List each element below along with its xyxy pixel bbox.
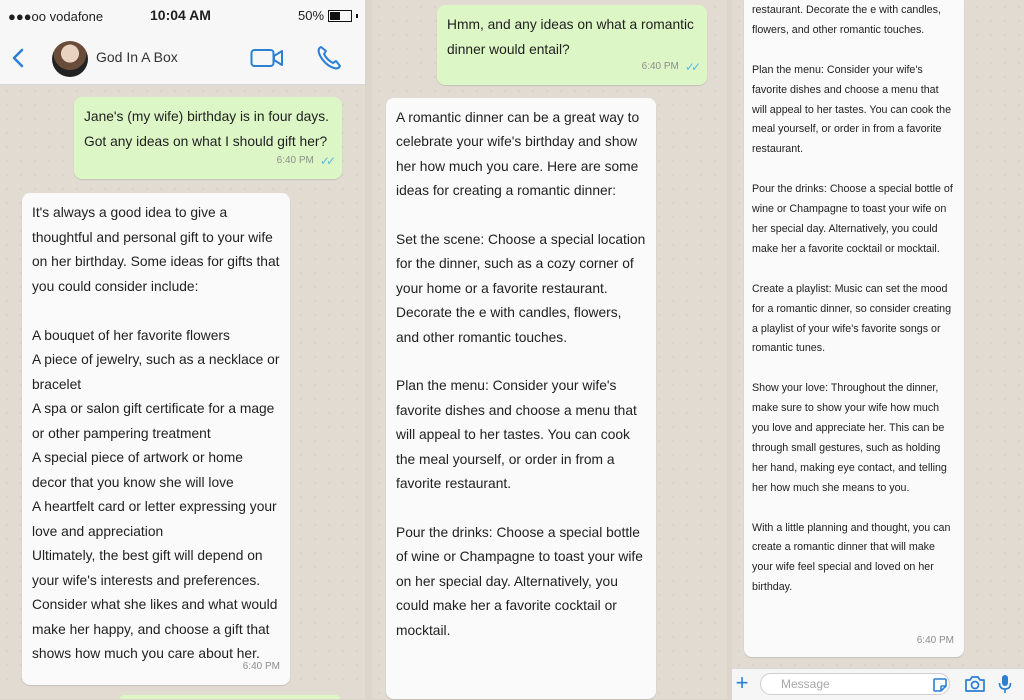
message-text: It's always a good idea to give a thoughtful and personal gift to your wife on her birthday. Some ideas for gifts that you could consider include: A bouquet of her favorite flowers A piece of jewelry, such as a necklace or bracelet A spa or salon gift certificate for a mage or other pampering treatment A special piece of artwork or home decor that you know she will love A heartfelt card or letter expressing your love and appreciation Ultimately, the best gift will depend on your wife's interests and preferences. Consider what she likes and what would make her happy, and choose a gift that shows how much you care about her. bbox=[32, 205, 280, 661]
message-text: Jane's (my wife) birthday is in four days. Got any ideas on what I should gift her? bbox=[84, 109, 329, 149]
battery-icon bbox=[328, 10, 352, 22]
message-time: 6:40 PM bbox=[242, 660, 280, 672]
contact-name[interactable]: God In A Box bbox=[96, 49, 178, 65]
message-meta bbox=[642, 55, 697, 80]
outgoing-message-2 bbox=[437, 5, 707, 85]
video-call-icon[interactable] bbox=[250, 47, 284, 69]
contact-avatar[interactable] bbox=[52, 41, 88, 77]
outgoing-message-1 bbox=[74, 97, 342, 179]
outgoing-message-peek bbox=[120, 695, 340, 699]
message-text: Hmm, and any ideas on what a romantic dinner would entail? bbox=[447, 17, 694, 57]
sticker-icon[interactable] bbox=[932, 677, 948, 693]
incoming-message-1 bbox=[22, 193, 290, 685]
battery-indicator bbox=[298, 8, 358, 23]
composer-bar bbox=[732, 668, 1024, 700]
message-time: 6:40 PM bbox=[641, 60, 679, 72]
message-meta bbox=[917, 631, 954, 651]
add-attachment-icon[interactable]: + bbox=[735, 670, 749, 695]
status-bar bbox=[0, 0, 365, 32]
battery-percent: 50% bbox=[298, 8, 325, 23]
message-text: A romantic dinner can be a great way to celebrate your wife's birthday and show her how much you care. Here are some ideas for creating a romantic dinner: Set the scene: Choose a special location for the dinner, such as a cozy corner of your home or a favorite restaurant. Decorate the e with candles, flowers, and other romantic touches. Plan the menu: Consider your wife's favorite dishes and choose a menu that will appeal to her tastes. You can cook the meal yourself, or order in from a favorite restaurant. Pour the drinks: Choose a special bottle of wine or Champagne to toast your wife on her special day. Alternatively, you could make her a favorite cocktail or mocktail. bbox=[396, 110, 646, 638]
message-meta bbox=[277, 149, 332, 174]
battery-tip bbox=[356, 14, 358, 18]
clock: 10:04 AM bbox=[150, 7, 211, 23]
incoming-message-2 bbox=[386, 98, 656, 699]
carrier-label: ●●●oo vodafone bbox=[8, 9, 104, 24]
chat-panel-1 bbox=[0, 0, 365, 699]
read-receipt-icon: ✓✓ bbox=[684, 59, 697, 74]
camera-icon[interactable] bbox=[964, 675, 986, 693]
message-time: 6:40 PM bbox=[276, 154, 314, 166]
read-receipt-icon: ✓✓ bbox=[319, 153, 332, 168]
microphone-icon[interactable] bbox=[998, 674, 1012, 694]
phone-call-icon[interactable] bbox=[315, 44, 343, 72]
message-meta bbox=[243, 655, 280, 680]
back-chevron-icon[interactable] bbox=[8, 44, 32, 72]
message-text: restaurant. Decorate the e with candles, flowers, and other romantic touches. Plan the menu: Consider your wife's favorite dishes and choose a menu that will appeal to her tastes. You can cook the meal yourself, or order in from a favorite restaurant. Pour the drinks: Choose a special bottle of wine or Champagne to toast your wife on her special day. Alternatively, you could make her a favorite cocktail or mocktail. Create a playlist: Music can set the mood for a romantic dinner, so consider creating a playlist of your wife's favorite songs or romantic tunes. Show your love: Throughout the dinner, make sure to show your wife how much you love and appreciate her. This can be through small gestures, such as holding her hand, making eye contact, and telling her how much she means to you. With a little planning and thought, you can create a romantic dinner that will make your wife feel special and loved on her birthday. bbox=[752, 4, 953, 594]
battery-fill bbox=[330, 12, 340, 20]
message-input[interactable]: Message bbox=[760, 673, 950, 695]
message-time: 6:40 PM bbox=[916, 635, 954, 647]
incoming-message-3 bbox=[744, 0, 964, 657]
